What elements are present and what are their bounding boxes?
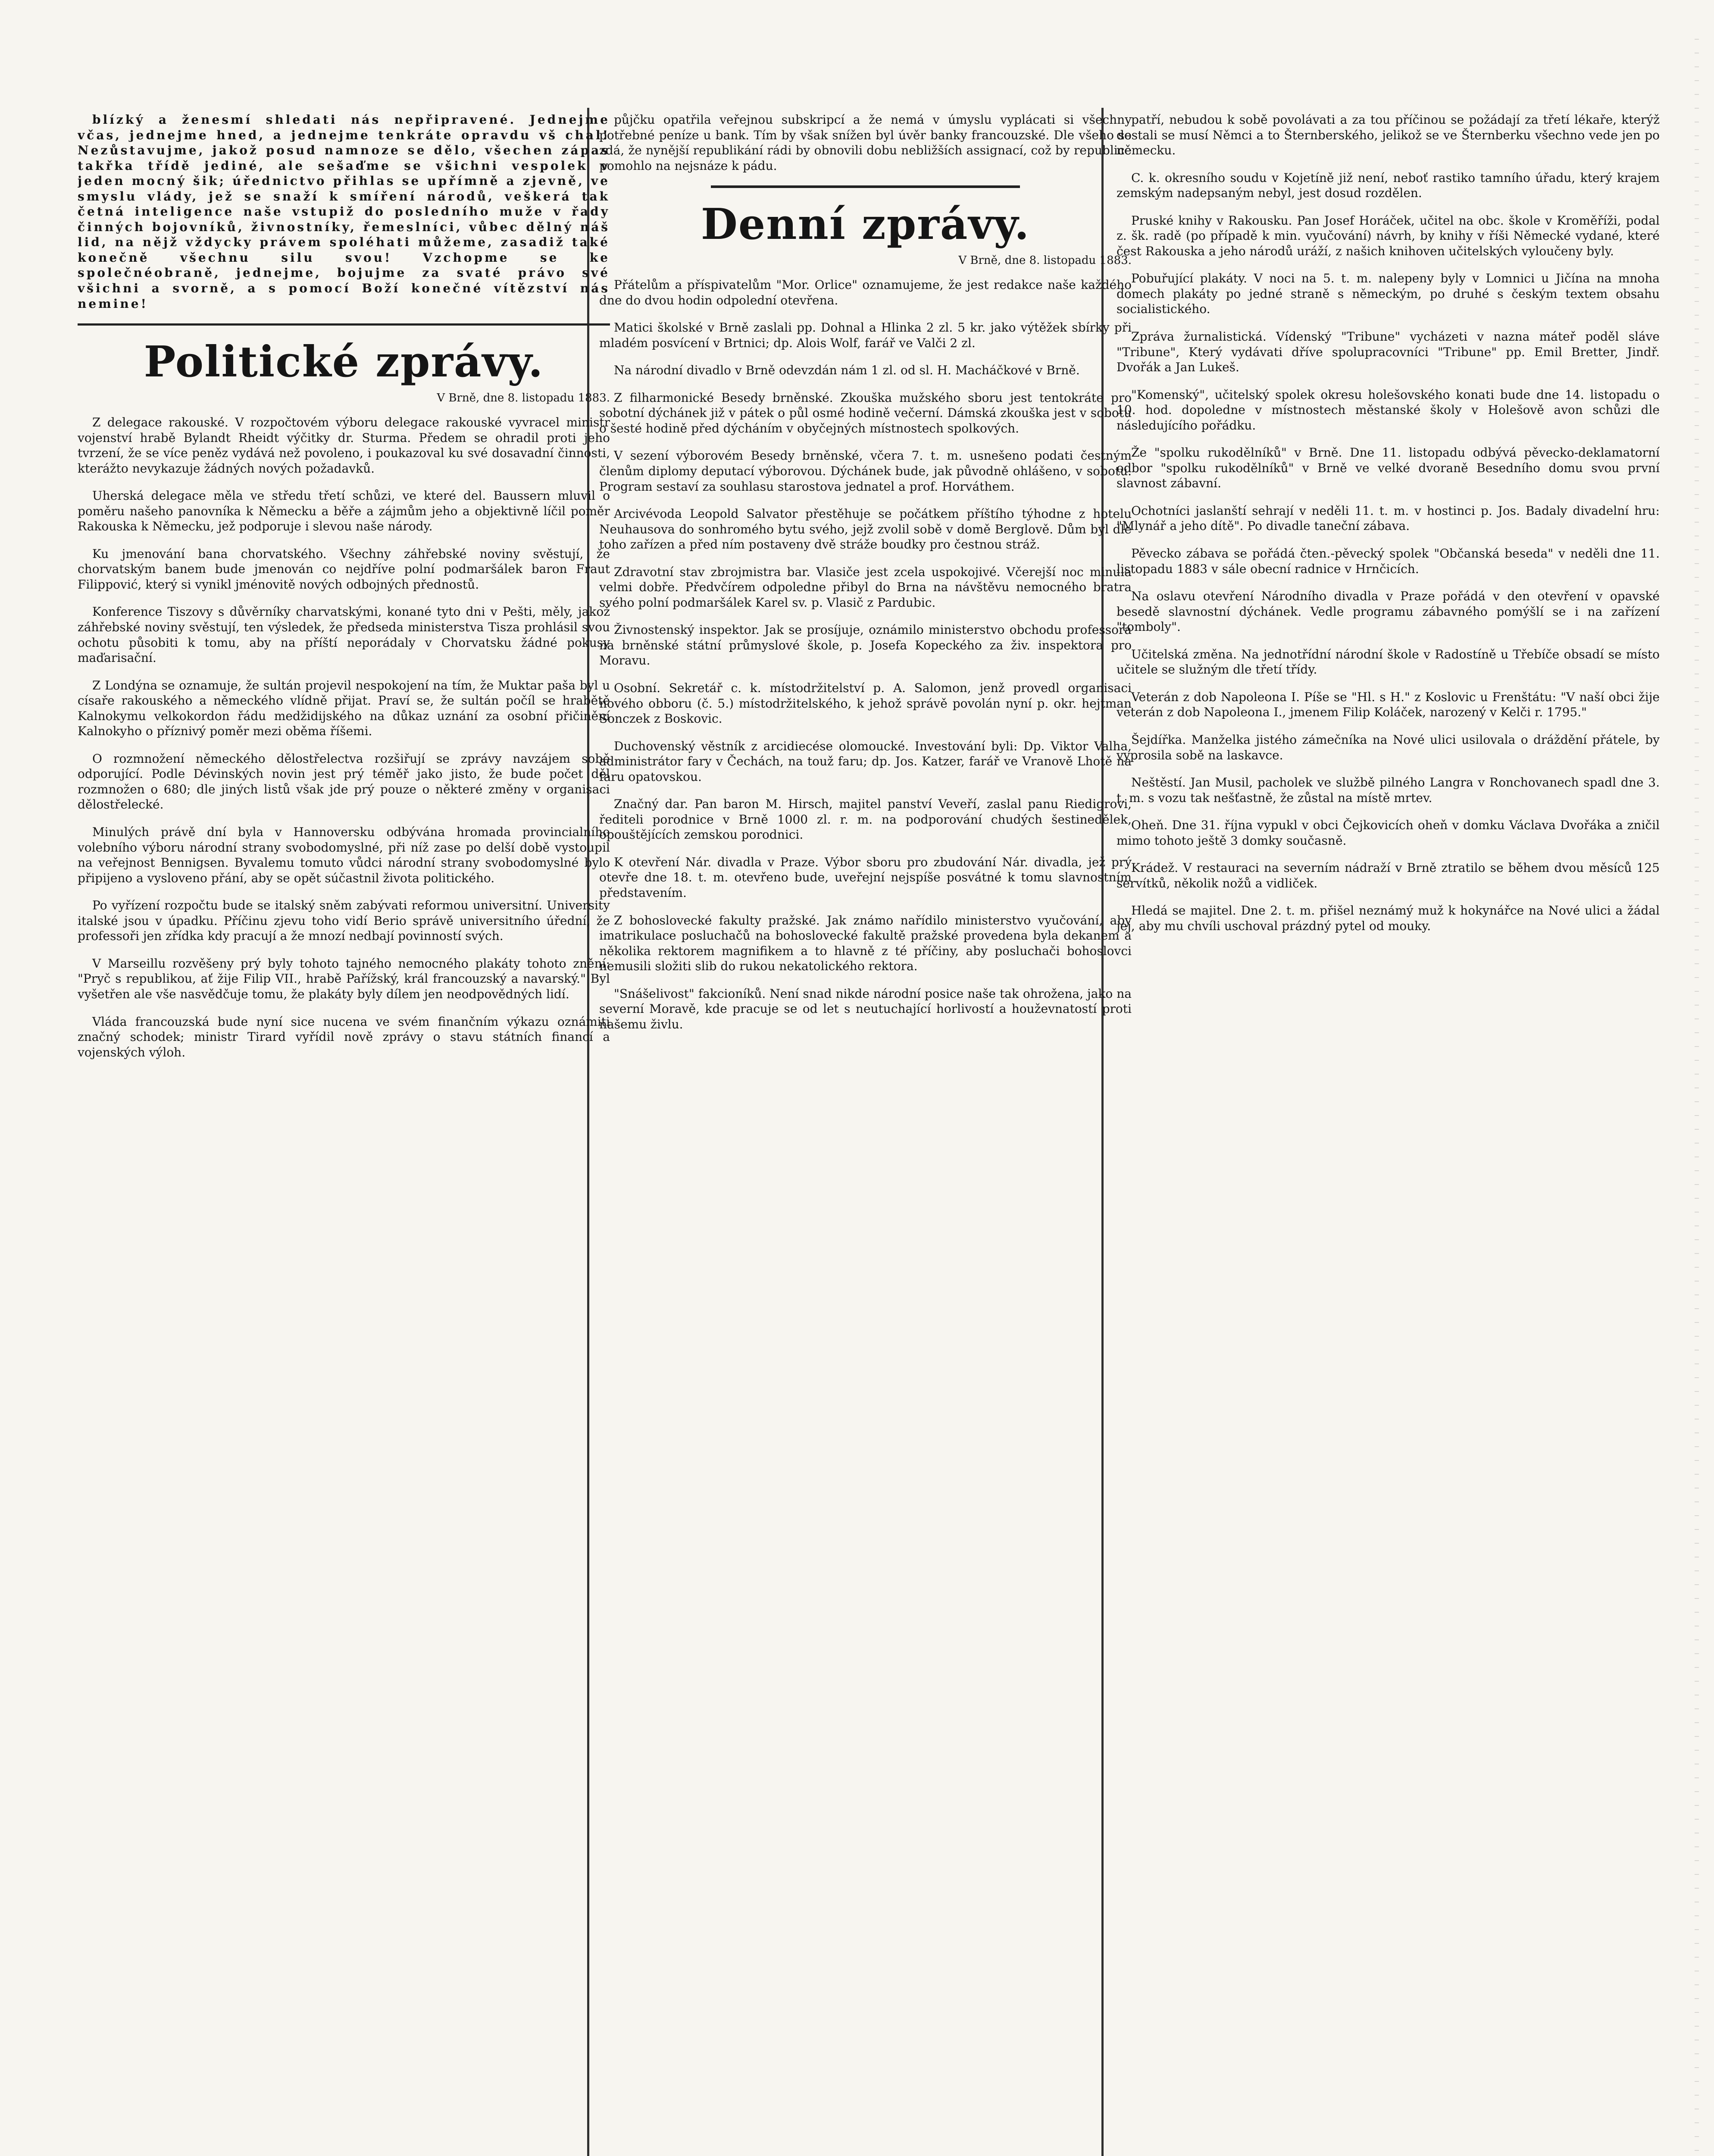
- col3-paragraph: Hledá se majitel. Dne 2. t. m. přišel neznámý muž k hokynářce na Nové ulici a žádal jej, aby mu chvíli uschoval prázdný pytel od mouky.: [1117, 903, 1660, 933]
- col1-paragraph: Konference Tiszovy s důvěrníky charvatskými, konané tyto dni v Pešti, měly, jakož záhřebské noviny svěstují, ten výsledek, že předseda ministerstva Tisza prohlásil svou ochotu působiti k tomu, aby na příští neporádaly v Chorvatsku žádné pokusy maďarisační.: [78, 605, 610, 665]
- politicke-zpravy-title: Politické zprávy.: [144, 337, 544, 387]
- col1-paragraph: Ku jmenování bana chorvatského. Všechny záhřebské noviny svěstují, že chorvatským banem bude jmenován co nejdříve polní podmaršálek baron Fraut Filippović, který si vynikl jménovitě nových odbojných přednostů.: [78, 546, 610, 592]
- denni-zpravy-title: Denní zprávy.: [701, 200, 1030, 250]
- col3-paragraph: "Komenský", učitelský spolek okresu holešovského konati bude dne 14. listopadu o 10. hod. dopoledne v místnostech městanské školy v Holešově avon schůzi dle následujícího pořádku.: [1117, 387, 1660, 432]
- scan-dots: [1695, 39, 1699, 2156]
- col3-paragraph: Zpráva žurnalistická. Vídenský "Tribune" vycházeti v nazna máteř poděl sláve "Tribune", Který vydávati dříve spolupracovníci "Tribune" pp. Emil Bretter, Jindř. Dvořák a Jan Lukeš.: [1117, 329, 1660, 375]
- col3-paragraph: patří, nebudou k sobě povolávati a za tou příčinou se požádají za třetí lékaře, kterýž dostali se musí Němci a to Šternberského, jelikož se ve Šternberku všechno vede jen po německu.: [1117, 113, 1660, 158]
- col2-paragraph: V sezení výborovém Besedy brněnské, včera 7. t. m. usnešeno podati čestným členům diplomy deputací výborovou. Dýchánek bude, jak původně ohlášeno, v sobotu. Program sestaví za souhlasu starostova jednatel a prof. Horváthem.: [599, 448, 1132, 494]
- col2-paragraph: Živnostenský inspektor. Jak se prosíjuje, oznámilo ministerstvo obchodu professora na brněnské státní průmyslové škole, p. Josefa Kopeckého za živ. inspektora pro Moravu.: [599, 623, 1132, 668]
- col3-paragraph: Pěvecko zábava se pořádá čten.-pěvecký spolek "Občanská beseda" v neděli dne 11. listopadu 1883 v sále obecní radnice v Hrnčicích.: [1117, 546, 1660, 576]
- col2-paragraph: K otevření Nár. divadla v Praze. Výbor sboru pro zbudování Nár. divadla, jež prý otevře dne 18. t. m. otevřeno bude, uveřejní nejspíše posvátné k tomu slavnostním představením.: [599, 855, 1132, 900]
- politicke-zpravy-dateline: V Brně, dne 8. listopadu 1883.: [437, 392, 610, 404]
- col1-paragraph: Minulých právě dní byla v Hannoversku odbývána hromada provincialního volebního výboru národní strany svobodomyslné, při níž zase po delší době vystoupil na veřejnost Bennigsen. Byvalemu tomuto vůdci národní strany svobodomyslné bylo připijeno a vysloveno přání, aby se opět súčastnil života politického.: [78, 825, 610, 885]
- col1-paragraph: O rozmnožení německého dělostřelectva rozšiřují se zprávy navzájem sobě odporující. Podle Dévinských novin jest prý téměř jako jisto, že bude počet děl rozmnožen o 680; dle jiných listů však jde prý pouze o některé změny v organisaci dělostřelecké.: [78, 751, 610, 812]
- section-divider-top: [78, 323, 610, 326]
- col3-paragraph: Neštěstí. Jan Musil, pacholek ve službě pilného Langra v Ronchovanech spadl dne 3. t. m. s vozu tak nešťastně, že zůstal na místě mrtev.: [1117, 775, 1660, 805]
- opening-paragraph: blízký a ženesmí shledati nás nepřipravené. Jednejme včas, jednejme hned, a jednejme tenkráte opravdu vš chal! Nezůstavujme, jakož posud namnoze se dělo, všechen zápas takřka třídě jediné, ale sešaďme se všichni vespolek v jeden mocný šik; úřednictvo přihlas se upřímně a zjevně, ve smyslu vlády, jež se snaží k smíření národů, veškerá tak četná inteligence naše vstupiž do posledního muže v řady činných bojovníků, živnostníky, řemeslníci, vůbec dělný náš lid, na nějž vždycky právem spoléhati můžeme, zasadiž také konečně všechnu silu svou! Vzchopme se ke společnéobraně, jednejme, bojujme za svaté právo své všichni a svorně, a s pomocí Boží konečné vítězství nás nemine!: [78, 113, 610, 311]
- column-left: [78, 112, 610, 2156]
- column-middle: [599, 112, 1132, 2156]
- denni-zpravy-dateline: V Brně, dne 8. listopadu 1883.: [958, 254, 1132, 267]
- col3-paragraph: Ochotníci jaslanští sehrají v neděli 11. t. m. v hostinci p. Jos. Badaly divadelní hru: "Mlynář a jeho dítě". Po divadle taneční zábava.: [1117, 503, 1660, 533]
- col3-paragraph: Veterán z dob Napoleona I. Píše se "Hl. s H." z Koslovic u Frenštátu: "V naší obci žije veterán z dob Napoleona I., jmenem Filip Koláček, narozený v Kelči r. 1795.": [1117, 689, 1660, 720]
- col2-paragraph: Zdravotní stav zbrojmistra bar. Vlasiče jest zcela uspokojivé. Včerejší noc minula velmi dobře. Předvčírem odpoledne přibyl do Brna na návštěvu nemocného bratra svého polní podmaršálek Karel sv. p. Vlasič z Pardubic.: [599, 564, 1132, 610]
- col3-paragraph: Pruské knihy v Rakousku. Pan Josef Horáček, učitel na obc. škole v Kroměříži, podal z. šk. radě (po případě k min. vyučování) návrh, by knihy v říši Německé vydané, které čest Rakouska a jeho národů uráží, z našich knihoven učitelských vyloučeny byly.: [1117, 213, 1660, 258]
- col1-paragraph: Z delegace rakouské. V rozpočtovém výboru delegace rakouské vyvracel ministr vojenství hrabě Bylandt Rheidt výčitky dr. Sturma. Předem se ohradil proti jeho tvrzení, že se více peněz vydává než povoleno, i poukazoval ku své dosavadní činnosti, kterážto nevykazuje žádných nových požadavků.: [78, 415, 610, 476]
- col2-top-paragraph: půjčku opatřila veřejnou subskripcí a že nemá v úmyslu vyplácati si všechny potřebné peníze u bank. Tím by však snížen byl úvěr banky francouzské. Dle všeho se zdá, že nynější republikání rádi by obnovili dobu nebližších assignací, což by republice pomohlo na nejsnáze k pádu.: [599, 113, 1132, 173]
- col1-paragraph: V Marseillu rozvěšeny prý byly tohoto tajného nemocného plakáty tohoto znění: "Pryč s republikou, ať žije Filip VII., hrabě Pařížský, král francouzský a navarský." Byl vyšetřen ale vše nasvědčuje tomu, že plakáty byly dílem jen neodpovědných lidí.: [78, 956, 610, 1001]
- col3-paragraph: Oheň. Dne 31. října vypukl v obci Čejkovicích oheň v domku Václava Dvořáka a zničil mimo tohoto ještě 3 domky současně.: [1117, 818, 1660, 848]
- col3-paragraph: Krádež. V restauraci na severním nádraží v Brně ztratilo se během dvou měsíců 125 servítků, několik nožů a vidliček.: [1117, 861, 1660, 890]
- col1-paragraph: Po vyřízení rozpočtu bude se italský sněm zabývati reformou universitní. University italské jsou v úpadku. Příčinu zjevu toho vidí Berio správě universitního úřední, že professoři jen zřídka kdy pracují a že mnozí nedbají povinností svých.: [78, 898, 610, 943]
- col3-paragraph: Šejdířka. Manželka jistého zámečníka na Nové ulici usilovala o dráždění přátele, by vyprosila sobě na laskavce.: [1117, 732, 1660, 762]
- col1-paragraph: Vláda francouzská bude nyní sice nucena ve svém finančním výkazu oznámiti značný schodek; ministr Tirard vyřídil nově zprávy o stavu státních financí a vojenských výloh.: [78, 1014, 610, 1059]
- column-right: [1117, 112, 1660, 2156]
- denni-divider: [711, 185, 1020, 188]
- col1-paragraph: Z Londýna se oznamuje, že sultán projevil nespokojení na tím, že Muktar paša byl u císaře rakouského a německého vlídně přijat. Praví se, že sultán počíl se hrabětě Kalnokymu velkokordon řádu medžidijského na důkaz uznání za osobní přičinění Kalnokyho o příznivý poměr mezi oběma říšemi.: [78, 678, 610, 739]
- col2-paragraph: "Snášelivost" fakcioníků. Není snad nikde národní posice naše tak ohrožena, jako na severní Moravě, kde pracuje se od let s neutuchající horlivostí a houževnatostí proti našemu živlu.: [599, 986, 1132, 1031]
- col2-paragraph: Přátelům a příspivatelům "Mor. Orlice" oznamujeme, že jest redakce naše každého dne do dvou hodin odpolední otevřena.: [599, 278, 1132, 307]
- col2-paragraph: Z filharmonické Besedy brněnské. Zkouška mužského sboru jest tentokráte pro sobotní dýchánek již v pátek o půl osmé hodině večerní. Dámská zkouška jest v sobotu o šesté hodině před dýcháním v obyčejných místnostech spolkových.: [599, 390, 1132, 436]
- col3-paragraph: Na oslavu otevření Národního divadla v Praze pořádá v den otevření v opavské besedě slavnostní dýchánek. Vedle programu zábavného pomýšlí se i na zařízení "tomboly".: [1117, 589, 1660, 634]
- col2-paragraph: Osobní. Sekretář c. k. místodržitelství p. A. Salomon, jenž provedl organisaci nového obboru (č. 5.) místodržitelského, k jehož správě povolán nyní p. okr. hejtman Sonczek z Boskovic.: [599, 681, 1132, 726]
- column-right-body: [1117, 112, 1660, 2109]
- col3-paragraph: Pobuřující plakáty. V noci na 5. t. m. nalepeny byly v Lomnici u Jičína na mnoha domech plakáty po jedné straně s německým, po druhé s českým textem obsahu socialistického.: [1117, 271, 1660, 317]
- col2-paragraph: Arcivévoda Leopold Salvator přestěhuje se počátkem příštího týhodne z hotelu Neuhausova do sonhromého bytu svého, jejž zvolil sobě v domě Berglově. Dům byl dle toho zařízen a před ním postaveny dvě stráže boudky pro čestnou stráž.: [599, 507, 1132, 552]
- col2-paragraph: Značný dar. Pan baron M. Hirsch, majitel panství Veveří, zaslal panu Riedigrovi, řediteli porodnice v Brně 1000 zl. r. m. na podporování chudých šestinedělek, opouštějících zemskou porodnici.: [599, 797, 1132, 842]
- col1-paragraph: Uherská delegace měla ve středu třetí schůzi, ve které del. Baussern mluvil o poměru našeho panovníka k Německu a běře a zájmům jeho a objektivně líčil poměr Rakouska k Německu, jež podporuje i slevou naše národy.: [78, 489, 610, 534]
- col3-paragraph: C. k. okresního soudu v Kojetíně již není, neboť rastiko tamního úřadu, který krajem zemským nadepsaným nebyl, jest dosud rozdělen.: [1117, 170, 1660, 201]
- col3-paragraph: Učitelská změna. Na jednotřídní národní škole v Radostíně u Třebíče obsadí se místo učitele se služným dle třetí třídy.: [1117, 647, 1660, 677]
- col2-paragraph: Na národní divadlo v Brně odevzdán nám 1 zl. od sl. H. Macháčkové v Brně.: [614, 363, 1080, 378]
- col2-paragraph: Duchovenský věstník z arcidiecése olomoucké. Investování byli: Dp. Viktor Valha, administrátor fary v Čechách, na touž faru; dp. Jos. Katzer, farář ve Vranově Lhotě na faru opatovskou.: [599, 739, 1132, 784]
- col2-paragraph: Matici školské v Brně zaslali pp. Dohnal a Hlinka 2 zl. 5 kr. jako výtěžek sbírky při mladém posvícení v Brtnici; dp. Alois Wolf, farář ve Valči 2 zl.: [599, 320, 1132, 350]
- col2-paragraph: Z bohoslovecké fakulty pražské. Jak známo nařídilo ministerstvo vyučování, aby imatrikulace posluchačů na bohoslovecké fakultě pražské provedena byla dekanem a několika rektorem magnifikem a to hlavně z té příčiny, aby posluchači bohoslovci nemusili složiti slib do rukou nekatolického rektora.: [599, 913, 1132, 974]
- col3-paragraph: Že "spolku rukodělníků" v Brně. Dne 11. listopadu odbývá pěvecko-deklamatorní odbor "spolku rukodělníků" v Brně ve velké dvoraně Besedního domu svou první slavnost zábavní.: [1117, 445, 1660, 491]
